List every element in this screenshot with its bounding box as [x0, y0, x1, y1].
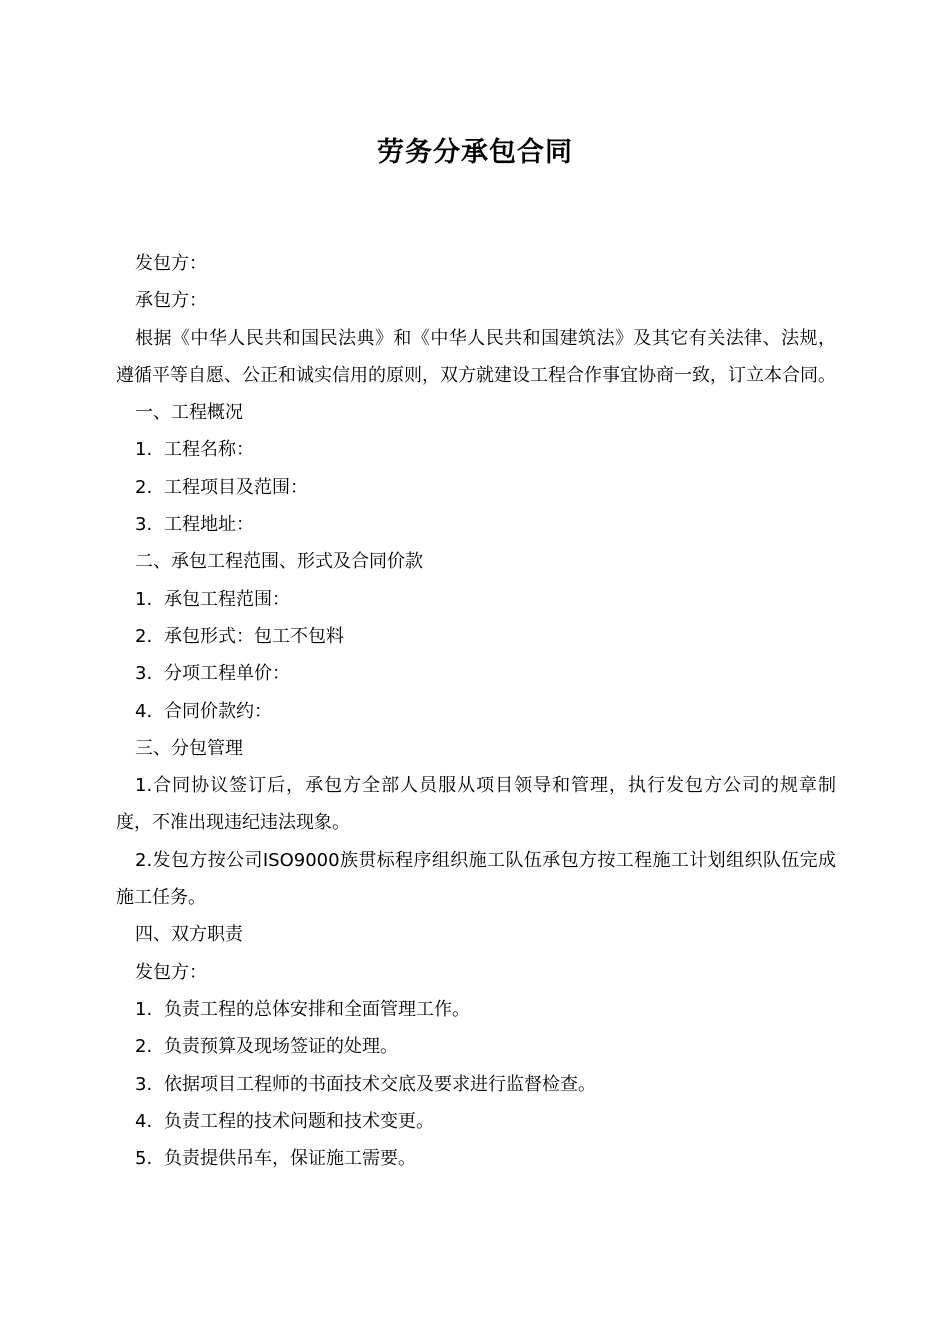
list-number: 1. [135, 998, 153, 1020]
list-number: 5. [135, 1148, 153, 1170]
section-heading-1: 一、工程概况 [135, 402, 243, 424]
party-a-line: 发包方： [135, 253, 207, 274]
list-text: 合同价款约： [164, 700, 272, 722]
list-item [116, 1140, 836, 1177]
document-title: 劳务分承包合同 [377, 137, 573, 168]
list-text: 负责工程的技术问题和技术变更。 [164, 1110, 434, 1132]
list-text: 负责预算及现场签证的处理。 [164, 1036, 398, 1058]
list-item [116, 431, 836, 468]
list-item [116, 693, 836, 730]
list-item [116, 618, 836, 655]
list-number: 1. [135, 439, 153, 461]
list-text: 负责工程的总体安排和全面管理工作。 [164, 998, 470, 1020]
list-number: 3. [135, 514, 153, 536]
list-item [116, 1103, 836, 1140]
list-number: 3. [135, 1073, 153, 1095]
list-text: 依据项目工程师的书面技术交底及要求进行监督检查。 [164, 1073, 596, 1095]
list-number: 4. [135, 700, 153, 722]
list-item [116, 991, 836, 1028]
list-text: 承包形式：包工不包料 [164, 625, 344, 647]
list-item [116, 655, 836, 692]
section-heading-4: 四、双方职责 [135, 924, 243, 946]
list-number: 4. [135, 1110, 153, 1132]
list-number: 2. [135, 625, 153, 647]
party-a-duties-label: 发包方： [135, 961, 207, 983]
list-item [116, 506, 836, 543]
section-heading-3: 三、分包管理 [135, 737, 243, 759]
list-text: 承包工程范围： [164, 588, 290, 610]
list-text: 工程地址： [164, 514, 254, 536]
list-number: 1. [135, 588, 153, 610]
list-number: 3. [135, 663, 153, 685]
list-text: 负责提供吊车，保证施工需要。 [164, 1148, 416, 1170]
list-number: 2. [135, 476, 153, 498]
list-item [116, 581, 836, 618]
list-item [116, 469, 836, 506]
document-body [116, 245, 836, 1177]
list-text: 工程项目及范围： [164, 476, 308, 498]
list-text: 工程名称： [164, 439, 254, 461]
list-item [116, 1028, 836, 1065]
list-item [116, 1066, 836, 1103]
section-heading-2: 二、承包工程范围、形式及合同价款 [135, 551, 423, 573]
party-b-line: 承包方： [135, 290, 207, 312]
clause-paragraph: 1.合同协议签订后，承包方全部人员服从项目领导和管理，执行发包方公司的规章制度，不准出现违纪违法现象。 [116, 775, 836, 834]
preamble-paragraph: 根据《中华人民共和国民法典》和《中华人民共和国建筑法》及其它有关法律、法规，遵循平等自愿、公正和诚实信用的原则，双方就建设工程合作事宜协商一致，订立本合同。 [116, 327, 836, 386]
list-text: 分项工程单价： [164, 663, 290, 685]
clause-paragraph: 2.发包方按公司ISO9000族贯标程序组织施工队伍承包方按工程施工计划组织队伍完成施工任务。 [116, 849, 836, 909]
list-number: 2. [135, 1036, 153, 1058]
